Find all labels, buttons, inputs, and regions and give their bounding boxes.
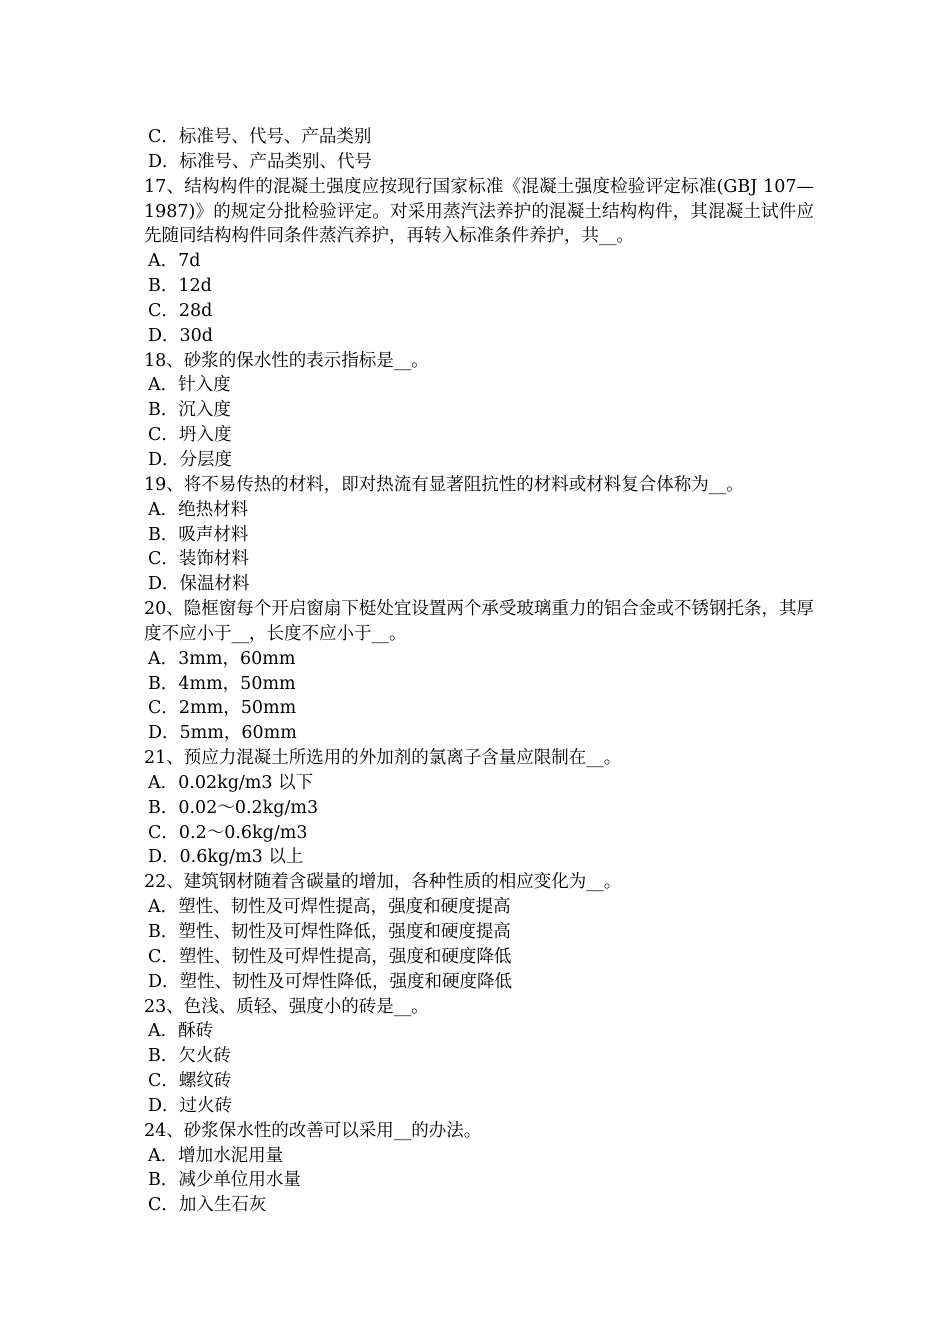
option-line: D．标准号、产品类别、代号: [148, 151, 373, 172]
option-line: C．坍入度: [148, 425, 232, 446]
option-line: C．28d: [148, 300, 213, 321]
option-line: D．塑性、韧性及可焊性降低，强度和硬度降低: [148, 971, 513, 992]
option-line: C．加入生石灰: [148, 1195, 267, 1216]
option-line: A．绝热材料: [148, 499, 249, 520]
option-line: C．螺纹砖: [148, 1071, 232, 1092]
option-line: B．塑性、韧性及可焊性降低，强度和硬度提高: [148, 922, 511, 942]
question-content: [144, 125, 814, 1218]
option-line: D．过火砖: [148, 1095, 233, 1116]
option-line: C．装饰材料: [148, 549, 249, 570]
option-line: C．塑性、韧性及可焊性提高，强度和硬度降低: [148, 946, 512, 967]
question-18-stem: 18、砂浆的保水性的表示指标是__。: [144, 350, 429, 371]
option-line: A．酥砖: [148, 1021, 214, 1042]
option-line: D．分层度: [148, 449, 233, 470]
question-19-stem: 19、将不易传热的材料，即对热流有显著阻抗性的材料或材料复合体称为__。: [144, 474, 744, 495]
option-line: C．标准号、代号、产品类别: [148, 127, 372, 147]
option-line: C．2mm，50mm: [148, 698, 297, 719]
question-23-stem: 23、色浅、质轻、强度小的砖是__。: [144, 996, 429, 1017]
option-line: B．欠火砖: [148, 1046, 231, 1067]
option-line: A．0.02kg/m3 以下: [148, 772, 314, 793]
option-line: A．塑性、韧性及可焊性提高，强度和硬度提高: [148, 897, 511, 918]
option-line: B．12d: [148, 276, 212, 297]
option-line: B．减少单位用水量: [148, 1170, 301, 1191]
option-line: D．保温材料: [148, 574, 250, 595]
option-line: B．4mm，50mm: [148, 673, 296, 694]
question-24-stem: 24、砂浆保水性的改善可以采用__的办法。: [144, 1120, 482, 1141]
question-22-stem: 22、建筑钢材随着含碳量的增加，各种性质的相应变化为__。: [144, 872, 622, 893]
question-21-stem: 21、预应力混凝土所选用的外加剂的氯离子含量应限制在__。: [144, 748, 622, 769]
option-line: A．3mm，60mm: [148, 648, 296, 669]
option-line: A．增加水泥用量: [148, 1145, 284, 1166]
option-line: B．吸声材料: [148, 524, 249, 545]
option-line: D．30d: [148, 325, 214, 346]
option-line: D．0.6kg/m3 以上: [148, 847, 304, 868]
option-line: B．0.02～0.2kg/m3: [148, 797, 319, 818]
option-line: A．7d: [148, 251, 201, 272]
option-line: C．0.2～0.6kg/m3: [148, 822, 308, 843]
option-line: A．针入度: [148, 375, 231, 396]
option-line: D．5mm，60mm: [148, 723, 297, 744]
option-line: B．沉入度: [148, 400, 231, 421]
question-17-stem: 17、结构构件的混凝土强度应按现行国家标准《混凝土强度检验评定标准(GBJ 107—1987)》的规定分批检验评定。对采用蒸汽法养护的混凝土结构构件，其混凝土试件应先随同结构构件同条件蒸汽养护，再转入标准条件养护，共__。: [144, 176, 814, 247]
question-20-stem: 20、隐框窗每个开启窗扇下梃处宜设置两个承受玻璃重力的铝合金或不锈钢托条，其厚度不应小于__，长度不应小于__。: [144, 599, 814, 644]
